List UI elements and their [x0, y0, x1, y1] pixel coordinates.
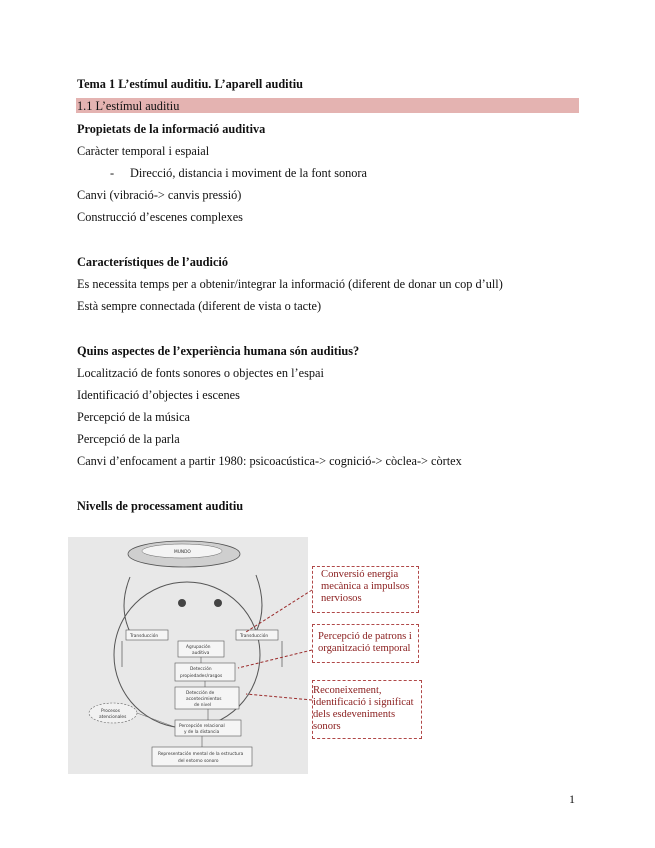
svg-text:acontecimientos: acontecimientos	[186, 697, 222, 702]
deteccion2-label: Detección de	[186, 691, 215, 696]
mundo-label: MUNDO	[174, 550, 191, 555]
transduccion-left-label: Transducción	[130, 634, 159, 639]
properties-item: Caràcter temporal i espaial	[77, 144, 210, 158]
aspects-item: Identificació d’objectes i escenes	[77, 388, 240, 402]
characteristics-item: Es necessita temps per a obtenir/integrar la informació (diferent de donar un cop d’ull)	[77, 277, 503, 291]
aspects-item: Canvi d’enfocament a partir 1980: psicoacústica-> cognició-> còclea-> còrtex	[77, 454, 462, 468]
procesos-label: Procesos	[101, 709, 120, 714]
aspects-item: Percepció de la música	[77, 410, 191, 424]
characteristics-heading: Característiques de l’audició	[77, 255, 228, 269]
svg-text:del entorno sonoro: del entorno sonoro	[178, 759, 219, 764]
properties-heading: Propietats de la informació auditiva	[77, 122, 266, 136]
agrupacion-label: Agrupación	[186, 645, 211, 650]
deteccion-label: Detección	[190, 667, 212, 672]
svg-text:propiedades/rasgos: propiedades/rasgos	[180, 674, 223, 679]
annotation-patterns: Percepció de patrons i organització temporal	[318, 631, 412, 654]
properties-subitem-text: Direcció, distancia i moviment de la font sonora	[130, 166, 367, 180]
characteristics-item: Està sempre connectada (diferent de vista o tacte)	[77, 299, 322, 313]
levels-heading: Nivells de processament auditiu	[77, 499, 244, 513]
page-number: 1	[569, 792, 575, 806]
svg-text:de nivel: de nivel	[194, 703, 212, 708]
properties-item: Canvi (vibració-> canvis pressió)	[77, 188, 242, 202]
percepcion-label: Percepción relacional	[179, 724, 225, 729]
section-heading: 1.1 L’estímul auditiu	[77, 99, 180, 113]
bullet-dash: -	[110, 166, 115, 180]
svg-text:auditiva: auditiva	[192, 651, 210, 656]
svg-text:atencionales: atencionales	[99, 715, 127, 720]
annotation-recognition: Reconeixement, identificació i significat dels esdeveniments sonors	[313, 685, 414, 732]
aspects-item: Percepció de la parla	[77, 432, 180, 446]
transduccion-right-label: Transducción	[240, 634, 269, 639]
representacion-label: Representación mental de la estructura	[158, 752, 244, 757]
aspects-item: Localització de fonts sonores o objectes en l’espai	[77, 366, 324, 380]
aspects-heading: Quins aspectes de l’experiència humana són auditius?	[77, 344, 360, 358]
annotation-conversion: Conversió energia mecànica a impulsos nerviosos	[321, 569, 410, 604]
page-title: Tema 1 L’estímul auditiu. L’aparell auditiu	[77, 77, 303, 91]
svg-text:y de la distancia: y de la distancia	[184, 730, 220, 735]
properties-item: Construcció d’escenes complexes	[77, 210, 243, 224]
